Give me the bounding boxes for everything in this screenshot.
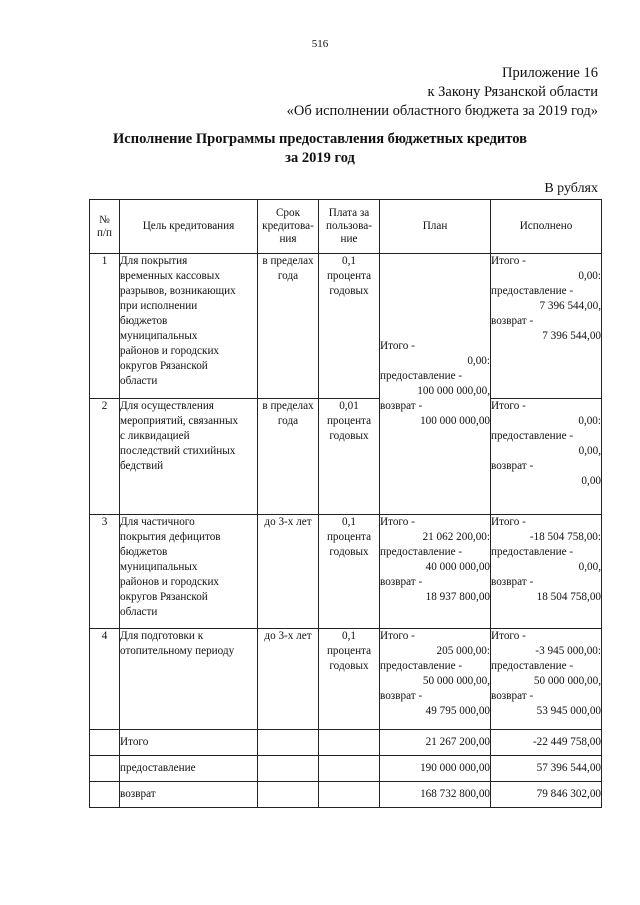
fee-line: процента — [326, 415, 372, 427]
plan-line: предоставление - — [380, 370, 463, 382]
appendix-line-3: «Об исполнении областного бюджета за 2019 год» — [286, 103, 598, 119]
fee-line: годовых — [329, 660, 369, 672]
goal-line: покрытия дефицитов — [120, 531, 221, 543]
header-fee-line: пользова- — [326, 220, 372, 232]
plan-line: предоставление - — [380, 660, 463, 672]
fee-line: 0,1 — [342, 516, 356, 528]
goal-line: бюджетов — [120, 315, 168, 327]
done-line: Итого - — [491, 400, 526, 412]
credits-table — [89, 199, 602, 808]
plan-value: 18 937 800,00 — [425, 591, 490, 603]
done-value: 0,00, — [578, 561, 601, 573]
plan-value: 205 000,00: — [436, 645, 490, 657]
done-line: Итого - — [491, 255, 526, 267]
fee-line: годовых — [329, 546, 369, 558]
title-line-1: Исполнение Программы предоставления бюджетных кредитов — [113, 131, 527, 147]
credit-term — [258, 254, 319, 399]
fee-line: процента — [326, 645, 372, 657]
header-row — [90, 200, 602, 254]
credit-goal — [120, 254, 258, 399]
goal-line: отопительному периоду — [120, 645, 235, 657]
goal-line: бюджетов — [120, 546, 168, 558]
plan-value: 100 000 000,00, — [417, 385, 490, 397]
goal-line: Для подготовки к — [120, 630, 204, 642]
done-line: Итого - — [491, 516, 526, 528]
fee-line: 0,1 — [342, 630, 356, 642]
header-term-line: кредитова- — [262, 220, 314, 232]
table-row — [90, 254, 602, 399]
credit-fee — [319, 254, 380, 399]
done-cell — [491, 515, 602, 629]
table-row — [90, 629, 602, 730]
credit-term — [258, 399, 319, 515]
empty-cell — [319, 782, 380, 808]
term-line: до 3-х лет — [264, 630, 312, 642]
done-line: предоставление - — [491, 546, 574, 558]
done-line: Итого - — [491, 630, 526, 642]
document-title — [60, 130, 580, 168]
done-line: возврат - — [491, 690, 534, 702]
goal-line: временных кассовых — [120, 270, 220, 282]
goal-line: при исполнении — [120, 300, 198, 312]
header-plan: План — [380, 200, 491, 254]
plan-line: Итого - — [380, 516, 415, 528]
fee-line: процента — [326, 270, 372, 282]
goal-line: последствий стихийных — [120, 445, 236, 457]
total-plan: 21 267 200,00 — [380, 730, 491, 756]
header-num-line: п/п — [96, 226, 113, 239]
table-row — [90, 515, 602, 629]
empty-cell — [258, 782, 319, 808]
plan-line: возврат - — [380, 400, 423, 412]
header-done: Исполнено — [491, 200, 602, 254]
done-value: -18 504 758,00: — [529, 531, 601, 543]
goal-line: округов Рязанской — [120, 591, 208, 603]
plan-value: 0,00: — [467, 355, 490, 367]
header-num-line: № — [99, 213, 110, 226]
header-fee — [319, 200, 380, 254]
fee-line: годовых — [329, 430, 369, 442]
done-value: 0,00: — [578, 415, 601, 427]
empty-cell — [90, 730, 120, 756]
header-term-line: Срок — [275, 207, 301, 219]
done-line: предоставление - — [491, 430, 574, 442]
plan-value: 100 000 000,00 — [420, 415, 490, 427]
total-return-label: возврат — [120, 782, 258, 808]
header-fee-line: ние — [340, 233, 358, 245]
done-line: возврат - — [491, 315, 534, 327]
term-line: в пределах — [262, 400, 314, 412]
credit-goal — [120, 515, 258, 629]
goal-line: районов и городских — [120, 345, 220, 357]
done-value: 53 945 000,00 — [536, 705, 601, 717]
done-line: возврат - — [491, 460, 534, 472]
goal-line: районов и городских — [120, 576, 220, 588]
fee-line: процента — [326, 531, 372, 543]
term-line: в пределах — [262, 255, 314, 267]
credit-term — [258, 515, 319, 629]
done-cell — [491, 629, 602, 730]
plan-line: возврат - — [380, 576, 423, 588]
done-value: 0,00 — [581, 475, 601, 487]
done-line: предоставление - — [491, 660, 574, 672]
empty-cell — [90, 756, 120, 782]
table-row — [90, 399, 602, 515]
empty-cell — [258, 730, 319, 756]
total-provision-plan: 190 000 000,00 — [380, 756, 491, 782]
fee-line: 0,1 — [342, 255, 356, 267]
credit-goal — [120, 399, 258, 515]
goal-line: мероприятий, связанных — [120, 415, 239, 427]
goal-line: Для частичного — [120, 516, 195, 528]
done-cell — [491, 399, 602, 515]
plan-line: возврат - — [380, 690, 423, 702]
row-number: 3 — [90, 515, 120, 629]
goal-line: с ликвидацией — [120, 430, 190, 442]
total-return-row — [90, 782, 602, 808]
row-number: 1 — [90, 254, 120, 399]
appendix-line-2: к Закону Рязанской области — [427, 84, 598, 100]
credit-fee — [319, 515, 380, 629]
total-provision-label: предоставление — [120, 756, 258, 782]
plan-cell — [380, 515, 491, 629]
plan-cell — [380, 629, 491, 730]
empty-cell — [319, 730, 380, 756]
empty-cell — [258, 756, 319, 782]
goal-line: Для покрытия — [120, 255, 188, 267]
done-value: 0,00, — [578, 445, 601, 457]
goal-line: бедствий — [120, 460, 164, 472]
header-num — [90, 200, 120, 254]
plan-line: Итого - — [380, 630, 415, 642]
total-label: Итого — [120, 730, 258, 756]
plan-merged-cell — [380, 254, 491, 515]
page-number: 516 — [311, 38, 329, 50]
done-value: -3 945 000,00: — [535, 645, 601, 657]
title-line-2: за 2019 год — [285, 150, 355, 166]
total-provision-done: 57 396 544,00 — [491, 756, 602, 782]
plan-value: 50 000 000,00, — [422, 675, 490, 687]
fee-line: годовых — [329, 285, 369, 297]
total-done: -22 449 758,00 — [491, 730, 602, 756]
done-line: предоставление - — [491, 285, 574, 297]
header-term-line: ния — [279, 233, 297, 245]
total-return-done: 79 846 302,00 — [491, 782, 602, 808]
plan-line: предоставление - — [380, 546, 463, 558]
done-value: 18 504 758,00 — [536, 591, 601, 603]
done-value: 7 396 544,00 — [542, 330, 601, 342]
goal-line: области — [120, 375, 158, 387]
goal-line: разрывов, возникающих — [120, 285, 236, 297]
goal-line: округов Рязанской — [120, 360, 208, 372]
row-number: 4 — [90, 629, 120, 730]
goal-line: муниципальных — [120, 330, 198, 342]
total-return-plan: 168 732 800,00 — [380, 782, 491, 808]
goal-line: муниципальных — [120, 561, 198, 573]
credit-term — [258, 629, 319, 730]
total-row — [90, 730, 602, 756]
plan-line: Итого - — [380, 340, 415, 352]
header-goal: Цель кредитования — [120, 200, 258, 254]
done-value: 7 396 544,00, — [539, 300, 601, 312]
plan-value: 21 062 200,00: — [422, 531, 490, 543]
term-line: до 3-х лет — [264, 516, 312, 528]
appendix-line-1: Приложение 16 — [502, 65, 598, 81]
done-value: 0,00: — [578, 270, 601, 282]
units-label: В рублях — [544, 181, 598, 196]
goal-line: Для осуществления — [120, 400, 214, 412]
fee-line: 0,01 — [339, 400, 359, 412]
term-line: года — [277, 270, 299, 282]
plan-value: 49 795 000,00 — [425, 705, 490, 717]
header-term — [258, 200, 319, 254]
term-line: года — [277, 415, 299, 427]
credit-goal — [120, 629, 258, 730]
credit-fee — [319, 629, 380, 730]
header-fee-line: Плата за — [328, 207, 370, 219]
plan-value: 40 000 000,00 — [425, 561, 490, 573]
appendix-reference — [287, 64, 598, 121]
done-value: 50 000 000,00, — [533, 675, 601, 687]
empty-cell — [319, 756, 380, 782]
goal-line: области — [120, 606, 158, 618]
row-number: 2 — [90, 399, 120, 515]
credit-fee — [319, 399, 380, 515]
total-provision-row — [90, 756, 602, 782]
done-cell — [491, 254, 602, 399]
done-line: возврат - — [491, 576, 534, 588]
empty-cell — [90, 782, 120, 808]
